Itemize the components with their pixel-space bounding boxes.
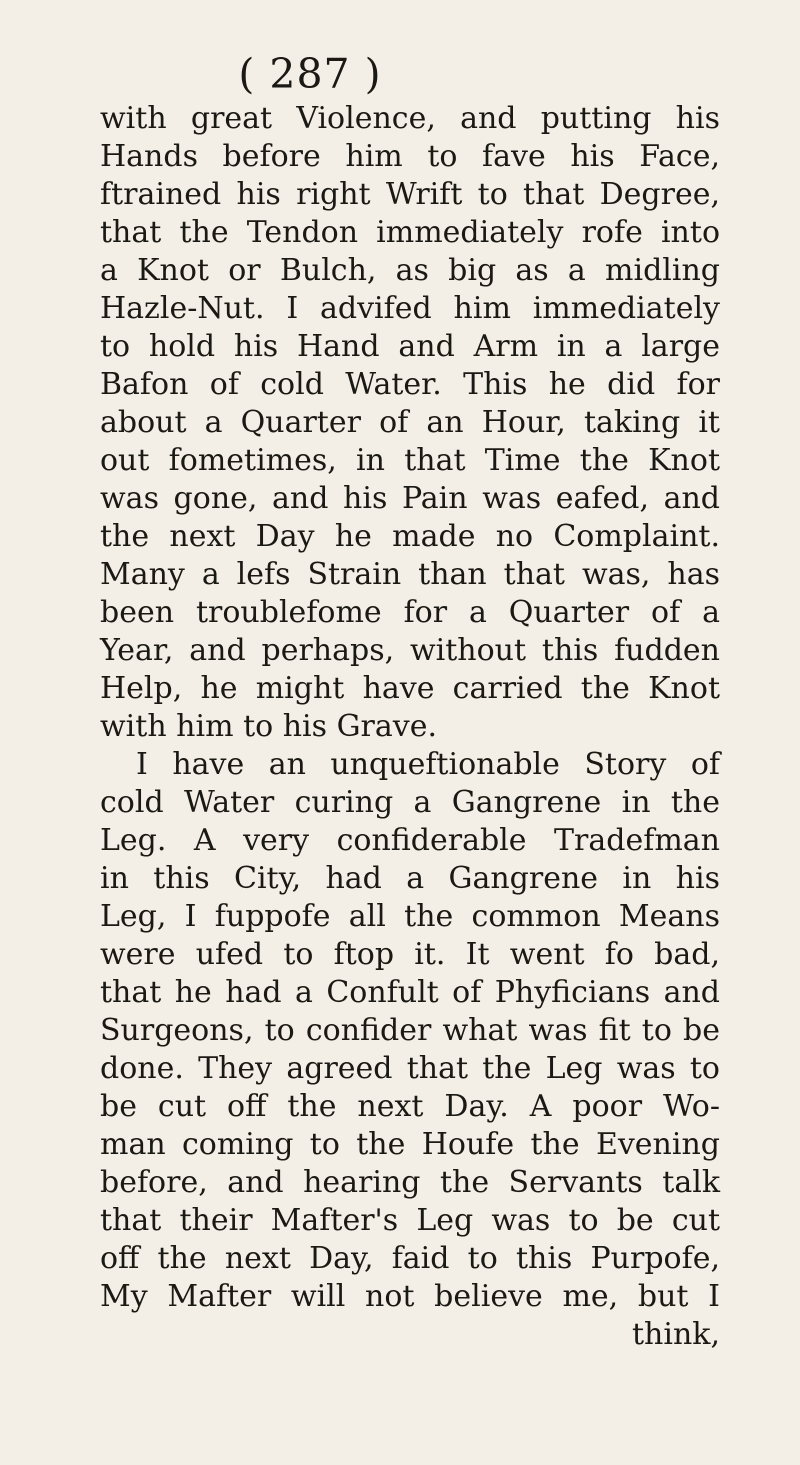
text-line: Surgeons, to confider what was fit to be [100,1013,720,1048]
text-line: Hands before him to fave his Face, [100,139,720,174]
text-line: Year, and perhaps, without this fudden [100,633,720,668]
text-line: the next Day he made no Complaint. [100,519,720,554]
text-line: I have an unqueftionable Story of [136,747,720,782]
text-line: Many a lefs Strain than that was, has [100,557,720,592]
catchword: think, [631,1317,720,1352]
text-line: that he had a Confult of Phyficians and [100,975,720,1010]
text-line: done. They agreed that the Leg was to [100,1051,720,1086]
page-number: ( 287 ) [238,50,382,98]
text-line: to hold his Hand and Arm in a large [100,329,720,364]
text-line: cold Water curing a Gangrene in the [100,785,720,820]
text-line: a Knot or Bulch, as big as a midling [100,253,720,288]
text-line: ftrained his right Wrift to that Degree, [100,177,720,212]
text-line: My Mafter will not believe me, but I [100,1279,720,1314]
text-line: Hazle-Nut. I advifed him immediately [100,291,720,326]
text-line: with great Violence, and putting his [100,101,720,136]
text-line: about a Quarter of an Hour, taking it [100,405,720,440]
text-line: man coming to the Houfe the Evening [100,1127,720,1162]
text-line: Leg, I fuppofe all the common Means [100,899,720,934]
text-line: Bafon of cold Water. This he did for [100,367,720,402]
text-line: off the next Day, faid to this Purpofe, [100,1241,720,1276]
text-line: been troublefome for a Quarter of a [100,595,720,630]
text-line: that their Mafter's Leg was to be cut [100,1203,720,1238]
text-line: with him to his Grave. [100,709,438,744]
text-line: Help, he might have carried the Knot [100,671,720,706]
text-line: before, and hearing the Servants talk [100,1165,720,1200]
text-line: that the Tendon immediately rofe into [100,215,720,250]
text-line: was gone, and his Pain was eafed, and [100,481,720,516]
text-line: be cut off the next Day. A poor Wo- [100,1089,720,1124]
text-line: out fometimes, in that Time the Knot [100,443,720,478]
body-text [100,100,720,1354]
text-line: were ufed to ftop it. It went fo bad, [100,937,720,972]
text-line: Leg. A very confiderable Tradefman [100,823,720,858]
text-line: in this City, had a Gangrene in his [100,861,720,896]
